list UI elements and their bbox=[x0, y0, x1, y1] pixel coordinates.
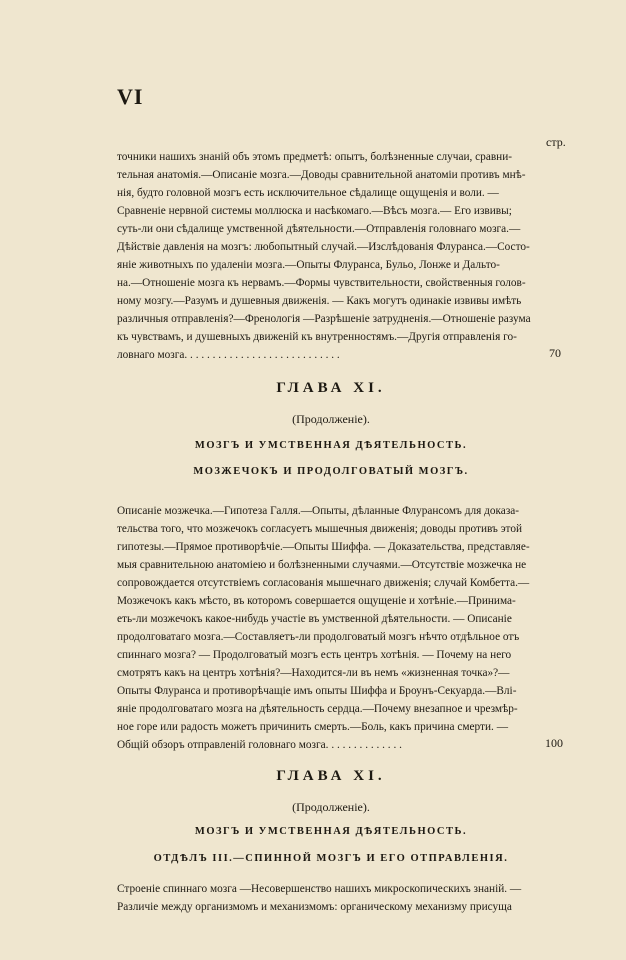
text-line: еть-ли мозжечокъ какое-нибудь участіе въ умственной дѣятельности. — Описаніе bbox=[117, 613, 512, 625]
text-line: Различіе между организмомъ и механизмомъ: органическому механизму присуща bbox=[117, 901, 512, 913]
text-line: тельная анатомія.—Описаніе мозга.—Доводы сравнительной анатоміи противъ мнѣ- bbox=[117, 169, 526, 181]
page-ref-70: 70 bbox=[549, 346, 561, 360]
text-line: Описаніе мозжечка.—Гипотеза Галля.—Опыты, дѣланные Флурансомъ для доказа- bbox=[117, 505, 520, 517]
text-line: ное горе или радость можетъ причинить смерть.—Боль, какъ причина смерти. — bbox=[117, 721, 508, 733]
chapter-2-continuation: (Продолженіе). bbox=[292, 800, 370, 814]
text-line: Сравненіе нервной системы моллюска и насѣкомаго.—Вѣсъ мозга.— Его извивы; bbox=[117, 205, 512, 217]
text-line: гипотезы.—Прямое противорѣчіе.—Опыты Шиффа. — Доказательства, представляе- bbox=[117, 541, 530, 553]
text-line: на.—Отношеніе мозга къ нервамъ.—Формы чувствительности, свойственныя голов- bbox=[117, 277, 526, 289]
text-line: Дѣйствіе давленія на мозгъ: любопытный случай.—Изслѣдованія Флуранса.—Состо- bbox=[117, 241, 530, 253]
page-ref-100: 100 bbox=[545, 736, 563, 750]
page-column-label: стр. bbox=[546, 135, 566, 149]
text-line: яніе животныхъ по удаленіи мозга.—Опыты Флуранса, Бульо, Лонже и Дальто- bbox=[117, 259, 500, 271]
chapter-1-title: ГЛАВА XI. bbox=[276, 380, 386, 396]
chapter-2-title: ГЛАВА XI. bbox=[276, 768, 386, 784]
text-line: смотрятъ какъ на центръ хотѣнія?—Находится-ли въ немъ «жизненная точка»?— bbox=[117, 667, 510, 679]
text-line: Опыты Флуранса и противорѣчащіе имъ опыты Шиффа и Броунъ-Секуарда.—Влі- bbox=[117, 685, 517, 697]
page-number: VI bbox=[117, 84, 144, 109]
chapter-1-section-title: МОЗЖЕЧОКЪ И ПРОДОЛГОВАТЫЙ МОЗГЪ. bbox=[193, 466, 469, 477]
text-line: нія, будто головной мозгъ есть исключительное сѣдалище ощущенія и воли. — bbox=[117, 187, 499, 199]
chapter-1-continuation: (Продолженіе). bbox=[292, 412, 370, 426]
chapter-2-section-title: ОТДѢЛЪ III.—СПИННОЙ МОЗГЪ И ЕГО ОТПРАВЛЕНІЯ. bbox=[153, 853, 509, 864]
text-line: Строеніе спиннаго мозга —Несовершенство нашихъ микроскопическихъ знаній. — bbox=[117, 883, 522, 895]
text-line: различныя отправленія?—Френологія —Разрѣшеніе затрудненія.—Отношеніе разума bbox=[117, 313, 531, 325]
text-line: яніе продолговатаго мозга на дѣятельность сердца.—Почему внезапное и чрезмѣр- bbox=[117, 703, 518, 715]
text-line: продолговатаго мозга.—Составляетъ-ли продолговатый мозгъ нѣчто отдѣльное отъ bbox=[117, 631, 520, 643]
text-line: Мозжечокъ какъ мѣсто, въ которомъ совершается ощущеніе и хотѣніе.—Принима- bbox=[117, 595, 516, 607]
text-line-leader: ловнаго мозга. . . . . . . . . . . . . . . . . . . . . . . . . . . . bbox=[117, 349, 340, 361]
chapter-1-text bbox=[117, 502, 545, 754]
text-line: мыя сравнительною анатоміею и болѣзненными случаями.—Отсутствіе мозжечка не bbox=[117, 559, 527, 571]
text-line: точники нашихъ знаній объ этомъ предметѣ: опытъ, болѣзненные случаи, сравни- bbox=[117, 151, 513, 163]
chapter-2-text bbox=[117, 880, 545, 916]
text-line-leader: Общій обзоръ отправленій головнаго мозга. . . . . . . . . . . . . . bbox=[117, 739, 402, 751]
chapter-2-subtitle: МОЗГЪ И УМСТВЕННАЯ ДѢЯТЕЛЬНОСТЬ. bbox=[194, 826, 468, 837]
text-line: сопровождается отсутствіемъ согласованія мышечнаго движенія; случай Комбетта.— bbox=[117, 577, 530, 589]
section-1-text bbox=[117, 148, 545, 364]
text-line: ному мозгу.—Разумъ и душевныя движенія. — Какъ могутъ одинакіе извивы имѣть bbox=[117, 295, 522, 307]
chapter-1-subtitle: МОЗГЪ И УМСТВЕННАЯ ДѢЯТЕЛЬНОСТЬ. bbox=[194, 440, 468, 451]
text-line: спиннаго мозга? — Продолговатый мозгъ есть центръ хотѣнія. — Почему на него bbox=[117, 649, 512, 661]
text-line: суть-ли они сѣдалище умственной дѣятельности.—Отправленія головнаго мозга.— bbox=[117, 223, 521, 235]
text-line: тельства того, что мозжечокъ согласуетъ мышечныя движенія; доводы противъ этой bbox=[117, 523, 523, 535]
text-line: къ чувствамъ, и душевныхъ движеній къ внутренностямъ.—Другія отправленія го- bbox=[117, 331, 517, 343]
